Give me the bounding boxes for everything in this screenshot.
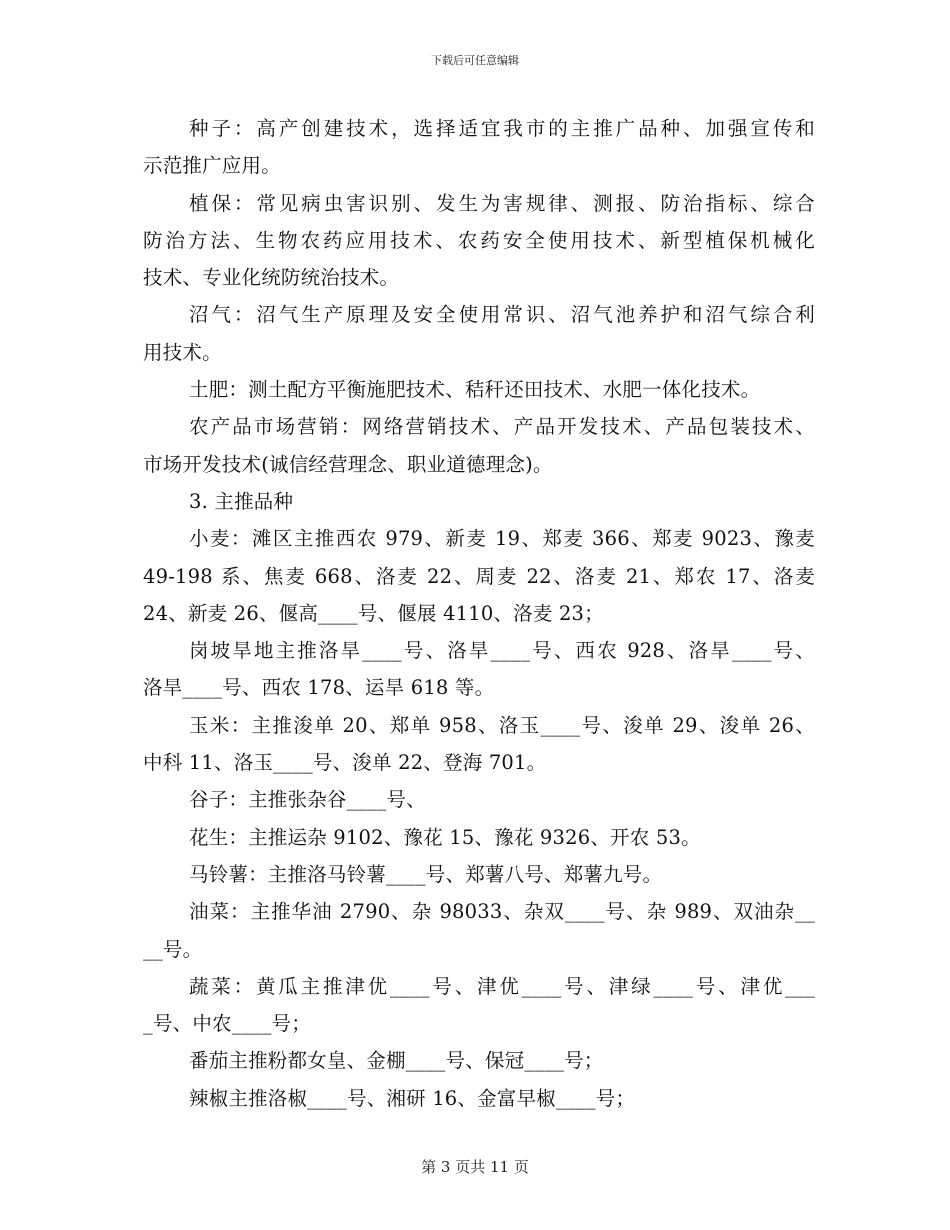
body-line: 市场开发技术(诚信经营理念、职业道德理念)。	[143, 452, 553, 476]
body-line: 番茄主推粉都女皇、金棚____号、保冠____号；	[189, 1049, 604, 1073]
body-line: 小麦：滩区主推西农 979、新麦 19、郑麦 366、郑麦 9023、豫麦	[189, 527, 815, 551]
body-line: 马铃薯：主推洛马铃薯____号、郑薯八号、郑薯九号。	[189, 862, 663, 886]
body-line: 用技术。	[143, 340, 222, 364]
body-line: _号、中农____号；	[143, 1012, 311, 1036]
body-line: 49-198 系、焦麦 668、洛麦 22、周麦 22、洛麦 21、郑农 17、洛麦	[143, 564, 815, 588]
body-line: 谷子：主推张杂谷____号、	[189, 788, 426, 812]
page-footer: 第 3 页共 11 页	[421, 1158, 529, 1176]
body-line: 防治方法、生物农药应用技术、农药安全使用技术、新型植保机械化	[143, 228, 815, 252]
body-line: 示范推广应用。	[143, 154, 281, 178]
body-line: 沼气：沼气生产原理及安全使用常识、沼气池养护和沼气综合利	[189, 303, 815, 327]
body-line: 中科 11、洛玉____号、浚单 22、登海 701。	[143, 751, 547, 775]
body-line: 技术、专业化统防统治技术。	[143, 266, 400, 290]
page-header: 下载后可任意编辑	[431, 54, 519, 67]
body-line: 农产品市场营销：网络营销技术、产品开发技术、产品包装技术、	[189, 415, 815, 439]
body-line: 种子：高产创建技术，选择适宜我市的主推广品种、加强宣传和	[189, 117, 815, 140]
body-line: 蔬菜：黄瓜主推津优____号、津优____号、津绿____号、津优___	[189, 974, 815, 998]
section-heading: 3. 主推品种	[189, 489, 294, 513]
document-body	[143, 110, 815, 1117]
body-line: 油菜：主推华油 2790、杂 98033、杂双____号、杂 989、双油杂__	[189, 900, 815, 924]
body-line: 植保：常见病虫害识别、发生为害规律、测报、防治指标、综合	[189, 191, 815, 215]
body-line: __号。	[143, 937, 203, 961]
body-line: 土肥：测土配方平衡施肥技术、秸秆还田技术、水肥一体化技术。	[189, 378, 761, 402]
body-line: 岗坡旱地主推洛旱____号、洛旱____号、西农 928、洛旱____号、	[189, 639, 815, 663]
body-line: 24、新麦 26、偃高____号、偃展 4110、洛麦 23；	[143, 601, 604, 625]
body-line: 洛旱____号、西农 178、运旱 618 等。	[143, 676, 495, 700]
body-line: 花生：主推运杂 9102、豫花 15、豫花 9326、开农 53。	[189, 825, 701, 849]
body-line: 辣椒主推洛椒____号、湘研 16、金富早椒____号；	[189, 1086, 636, 1110]
body-line: 玉米：主推浚单 20、郑单 958、洛玉____号、浚单 29、浚单 26、	[189, 713, 815, 737]
